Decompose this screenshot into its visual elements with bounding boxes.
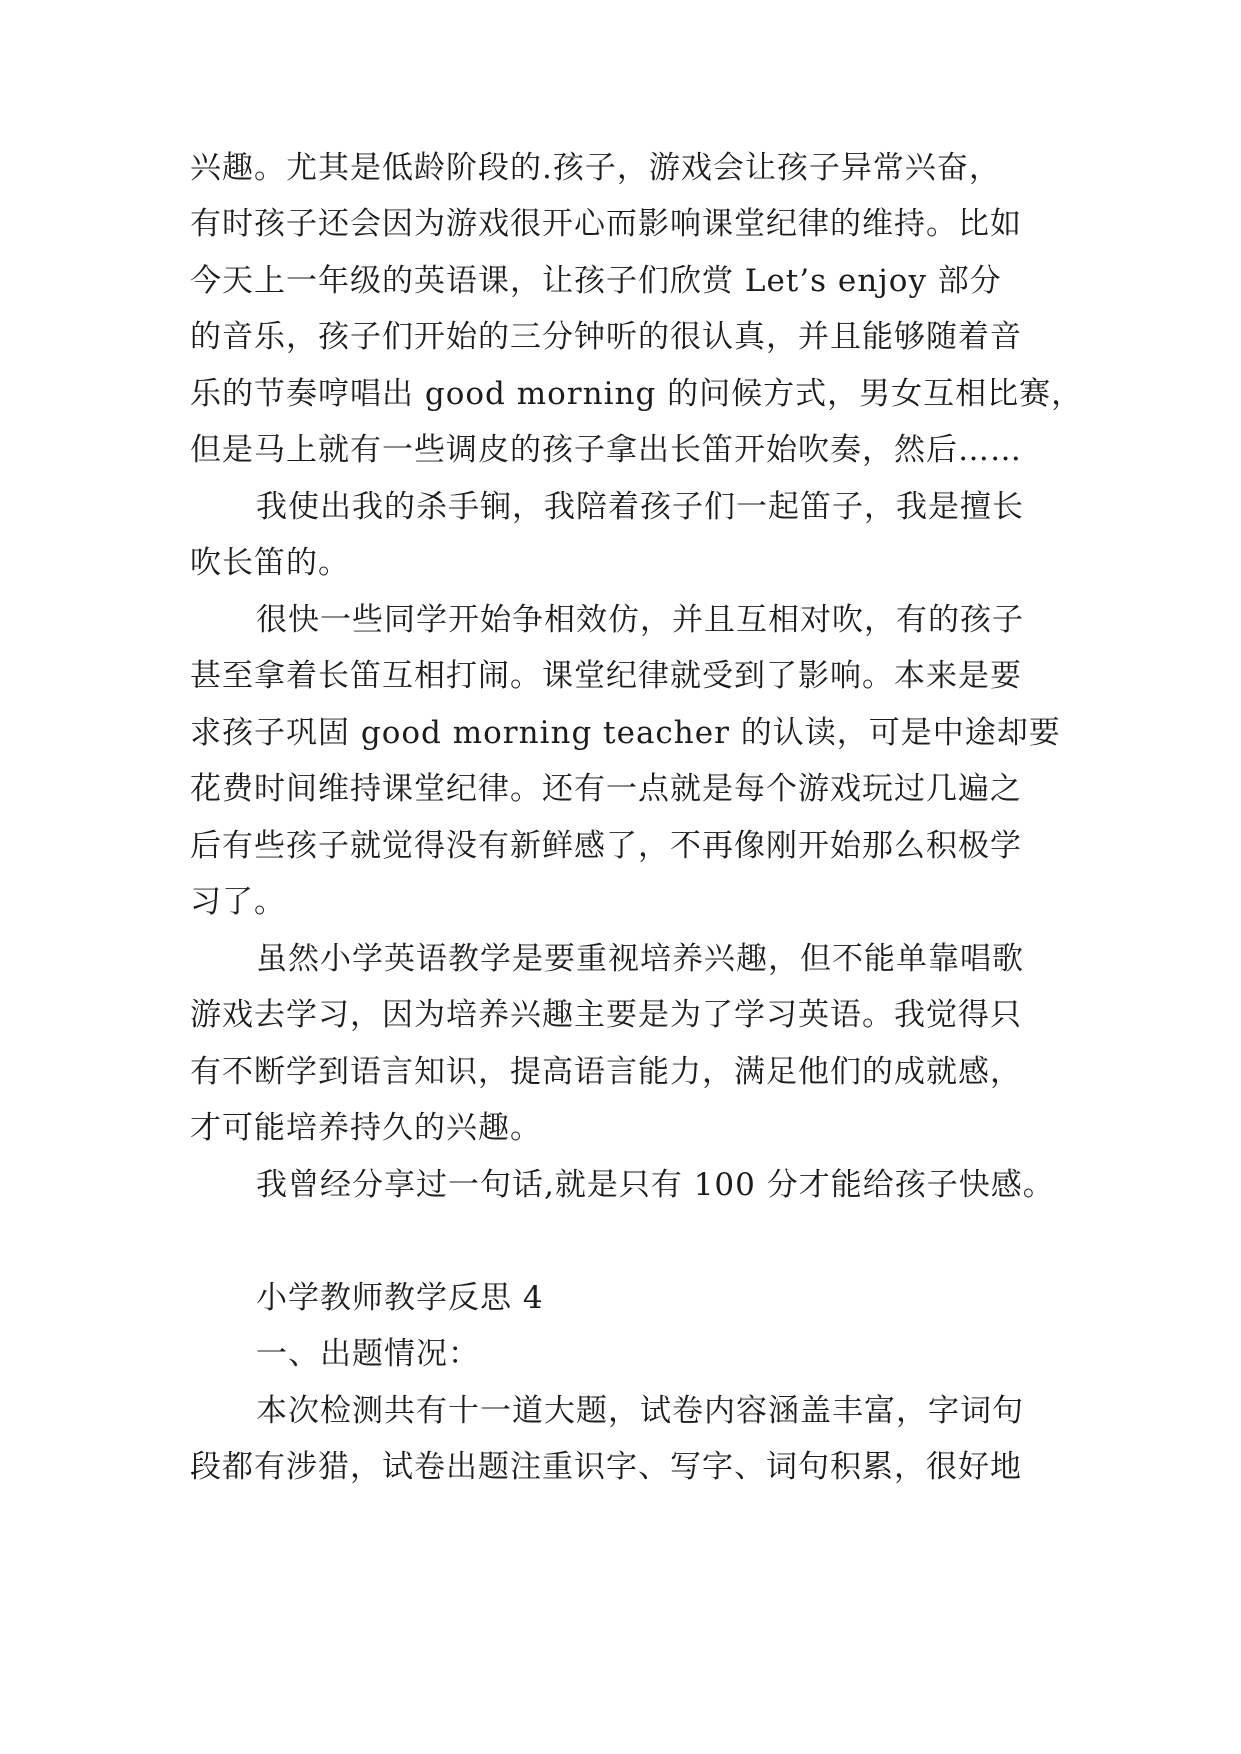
text-line: 很快一些同学开始争相效仿，并且互相对吹，有的孩子 [256, 602, 1024, 638]
text-line: 有时孩子还会因为游戏很开心而影响课堂纪律的维持。比如 [190, 206, 1022, 242]
text-line: 今天上一年级的英语课，让孩子们欣赏 Let’s enjoy 部分 [190, 263, 1002, 299]
text-line: 的音乐，孩子们开始的三分钟听的很认真，并且能够随着音 [190, 319, 1022, 355]
text-line: 段都有涉猎，试卷出题注重识字、写字、词句积累，很好地 [190, 1449, 1022, 1485]
text-line: 我使出我的杀手锏，我陪着孩子们一起笛子，我是擅长 [256, 489, 1024, 525]
text-line: 有不断学到语言知识，提高语言能力，满足他们的成就感， [190, 1054, 1022, 1090]
text-line: 游戏去学习，因为培养兴趣主要是为了学习英语。我觉得只 [190, 997, 1022, 1033]
text-line: 兴趣。尤其是低龄阶段的.孩子，游戏会让孩子异常兴奋， [190, 150, 1001, 186]
text-line: 我曾经分享过一句话,就是只有 100 分才能给孩子快感。 [256, 1167, 1055, 1203]
text-line: 后有些孩子就觉得没有新鲜感了，不再像刚开始那么积极学 [190, 828, 1022, 864]
text-line: 一、出题情况： [256, 1336, 480, 1372]
text-line: 吹长笛的。 [190, 545, 350, 581]
text-line: 习了。 [190, 884, 286, 920]
text-line: 本次检测共有十一道大题，试卷内容涵盖丰富，字词句 [256, 1393, 1024, 1429]
text-line: 但是马上就有一些调皮的孩子拿出长笛开始吹奏，然后…… [190, 432, 1022, 468]
text-line: 甚至拿着长笛互相打闹。课堂纪律就受到了影响。本来是要 [190, 658, 1022, 694]
text-line: 乐的节奏哼唱出 good morning 的问候方式，男女互相比赛， [190, 376, 1084, 412]
text-line: 花费时间维持课堂纪律。还有一点就是每个游戏玩过几遍之 [190, 771, 1022, 807]
section-heading: 小学教师教学反思 4 [256, 1280, 544, 1316]
text-line: 虽然小学英语教学是要重视培养兴趣，但不能单靠唱歌 [256, 941, 1024, 977]
text-line: 求孩子巩固 good morning teacher 的认读，可是中途却要 [190, 715, 1061, 751]
text-line: 才可能培养持久的兴趣。 [190, 1110, 542, 1146]
